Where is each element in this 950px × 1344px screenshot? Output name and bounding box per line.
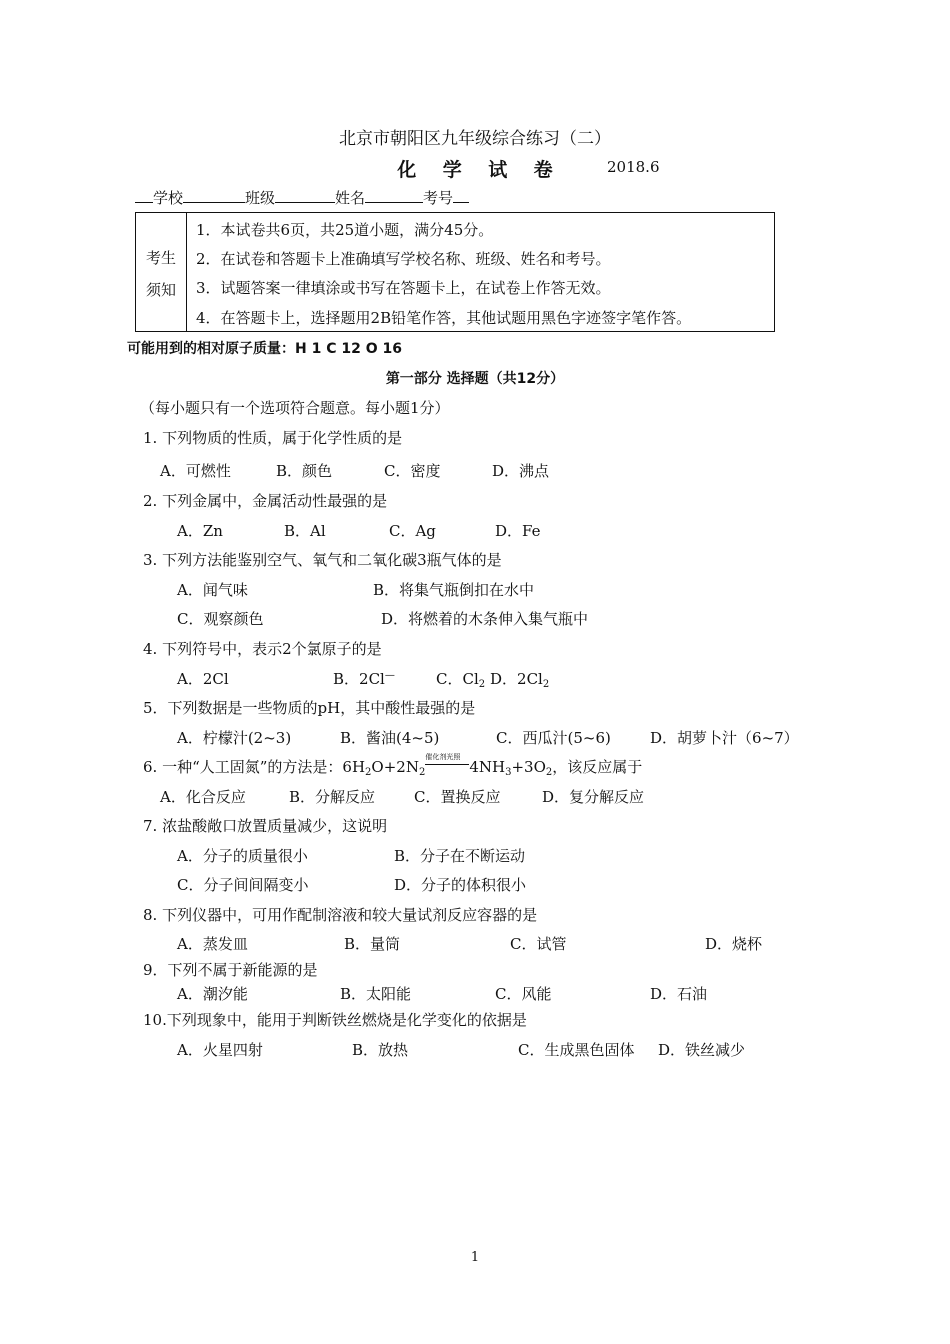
q1-option-a: A．可燃性 bbox=[160, 462, 231, 480]
q4-option-b bbox=[333, 668, 395, 689]
q8-option-b: B．量筒 bbox=[344, 935, 401, 953]
q4-option-d-subscript: 2 bbox=[542, 679, 550, 690]
question-8-stem: 8. 下列仪器中，可用作配制溶液和较大量试剂反应容器的是 bbox=[143, 906, 538, 924]
q4-option-c-subscript: 2 bbox=[478, 679, 486, 690]
q6-option-d: D．复分解反应 bbox=[542, 788, 645, 806]
q6-stem-part-4: +3O bbox=[511, 758, 546, 776]
q7-option-d: D．分子的体积很小 bbox=[394, 876, 527, 894]
q8-option-c: C．试管 bbox=[510, 935, 567, 953]
q4-option-a: A．2Cl bbox=[177, 670, 229, 688]
q6-stem-part-2: O+2N bbox=[371, 758, 419, 776]
q4-option-c bbox=[436, 668, 485, 690]
part-one-note: （每小题只有一个选项符合题意。每小题1分） bbox=[140, 399, 450, 417]
q6-option-a: A．化合反应 bbox=[160, 788, 246, 806]
q2-option-d: D．Fe bbox=[495, 522, 541, 540]
q1-option-c: C．密度 bbox=[384, 462, 441, 480]
name-label: 姓名 bbox=[335, 189, 366, 207]
q3-option-b: B．将集气瓶倒扣在水中 bbox=[373, 581, 535, 599]
student-info-line bbox=[135, 187, 469, 208]
question-1-stem: 1. 下列物质的性质，属于化学性质的是 bbox=[143, 429, 403, 447]
page-number: 1 bbox=[470, 1250, 480, 1265]
q1-option-d: D．沸点 bbox=[492, 462, 550, 480]
q4-option-b-charge: — bbox=[384, 670, 395, 681]
q4-option-d-text: D．2Cl bbox=[490, 670, 543, 688]
q6-option-c: C．置换反应 bbox=[414, 788, 501, 806]
exam-title: 北京市朝阳区九年级综合练习（二） bbox=[339, 129, 611, 149]
question-10-stem: 10.下列现象中，能用于判断铁丝燃烧是化学变化的依据是 bbox=[143, 1011, 527, 1029]
notice-line-1: 1．本试卷共6页，共25道小题，满分45分。 bbox=[196, 221, 494, 239]
q10-option-a: A．火星四射 bbox=[177, 1041, 263, 1059]
part-one-heading: 第一部分 选择题（共12分） bbox=[385, 371, 565, 387]
q10-option-c: C．生成黑色固体 bbox=[518, 1041, 635, 1059]
q2-option-c: C．Ag bbox=[389, 522, 436, 540]
exam-number-label: 考号 bbox=[423, 189, 454, 207]
reaction-condition-line bbox=[425, 764, 469, 765]
q2-option-a: A．Zn bbox=[177, 522, 223, 540]
notice-line-2: 2．在试卷和答题卡上准确填写学校名称、班级、姓名和考号。 bbox=[196, 250, 611, 268]
q3-option-d: D．将燃着的木条伸入集气瓶中 bbox=[381, 610, 589, 628]
question-9-stem: 9．下列不属于新能源的是 bbox=[143, 961, 318, 979]
subject-heading bbox=[0, 155, 950, 182]
q5-option-d: D．胡萝卜汁（6~7） bbox=[650, 729, 799, 747]
q10-option-d: D．铁丝减少 bbox=[658, 1041, 746, 1059]
q10-option-b: B．放热 bbox=[352, 1041, 409, 1059]
q9-option-b: B．太阳能 bbox=[340, 985, 412, 1003]
q9-option-c: C．风能 bbox=[495, 985, 552, 1003]
notice-label-line-1: 考生 bbox=[145, 249, 176, 267]
q9-option-d: D．石油 bbox=[650, 985, 708, 1003]
q6-stem-part-3: 4NH bbox=[469, 758, 506, 776]
q6-option-b: B．分解反应 bbox=[289, 788, 376, 806]
question-6-stem bbox=[143, 753, 643, 778]
question-4-stem: 4. 下列符号中，表示2个氯原子的是 bbox=[143, 640, 382, 658]
q9-option-a: A．潮汐能 bbox=[177, 985, 248, 1003]
q4-option-d bbox=[490, 668, 549, 690]
q6-subscript-4: 2 bbox=[545, 767, 553, 778]
question-7-stem: 7. 浓盐酸敞口放置质量减少，这说明 bbox=[143, 817, 388, 835]
exam-notice-box bbox=[135, 212, 775, 332]
q6-stem-part-5: ，该反应属于 bbox=[552, 758, 643, 776]
atomic-masses: 可能用到的相对原子质量：H 1 C 12 O 16 bbox=[127, 341, 402, 357]
reaction-condition-arrow bbox=[425, 753, 469, 772]
q7-option-a: A．分子的质量很小 bbox=[177, 847, 308, 865]
q6-subscript-3: 3 bbox=[505, 767, 512, 778]
q6-subscript-1: 2 bbox=[365, 767, 372, 778]
notice-line-3: 3．试题答案一律填涂或书写在答题卡上，在试卷上作答无效。 bbox=[196, 279, 611, 297]
q5-option-b: B．酱油(4~5) bbox=[340, 729, 440, 747]
q2-option-b: B．Al bbox=[284, 522, 326, 540]
q7-option-c: C．分子间间隔变小 bbox=[177, 876, 309, 894]
notice-line-4: 4．在答题卡上，选择题用2B铅笔作答，其他试题用黑色字迹签字笔作答。 bbox=[196, 309, 692, 327]
q1-option-b: B．颜色 bbox=[276, 462, 333, 480]
question-3-stem: 3. 下列方法能鉴别空气、氧气和二氧化碳3瓶气体的是 bbox=[143, 551, 502, 569]
q8-option-a: A．蒸发皿 bbox=[177, 935, 248, 953]
school-label: 学校 bbox=[153, 189, 184, 207]
q8-option-d: D．烧杯 bbox=[705, 935, 763, 953]
q5-option-c: C．西瓜汁(5~6) bbox=[496, 729, 611, 747]
subject-title: 化 学 试 卷 bbox=[397, 159, 553, 181]
reaction-condition-text: 催化剂光照 bbox=[425, 753, 461, 761]
q4-option-b-text: B．2Cl bbox=[333, 670, 385, 688]
q4-option-c-text: C．Cl bbox=[436, 670, 479, 688]
q6-stem-part-1: 6. 一种“人工固氮”的方法是：6H bbox=[143, 758, 366, 776]
question-2-stem: 2. 下列金属中，金属活动性最强的是 bbox=[143, 492, 388, 510]
class-label: 班级 bbox=[245, 189, 276, 207]
notice-label bbox=[136, 213, 187, 331]
notice-label-line-2: 须知 bbox=[145, 281, 176, 299]
q7-option-b: B．分子在不断运动 bbox=[394, 847, 526, 865]
q5-option-a: A．柠檬汁(2~3) bbox=[177, 729, 292, 747]
q3-option-a: A．闻气味 bbox=[177, 581, 248, 599]
q3-option-c: C．观察颜色 bbox=[177, 610, 264, 628]
exam-date: 2018.6 bbox=[607, 158, 660, 176]
question-5-stem: 5．下列数据是一些物质的pH，其中酸性最强的是 bbox=[143, 699, 476, 717]
q6-subscript-2: 2 bbox=[418, 767, 426, 778]
